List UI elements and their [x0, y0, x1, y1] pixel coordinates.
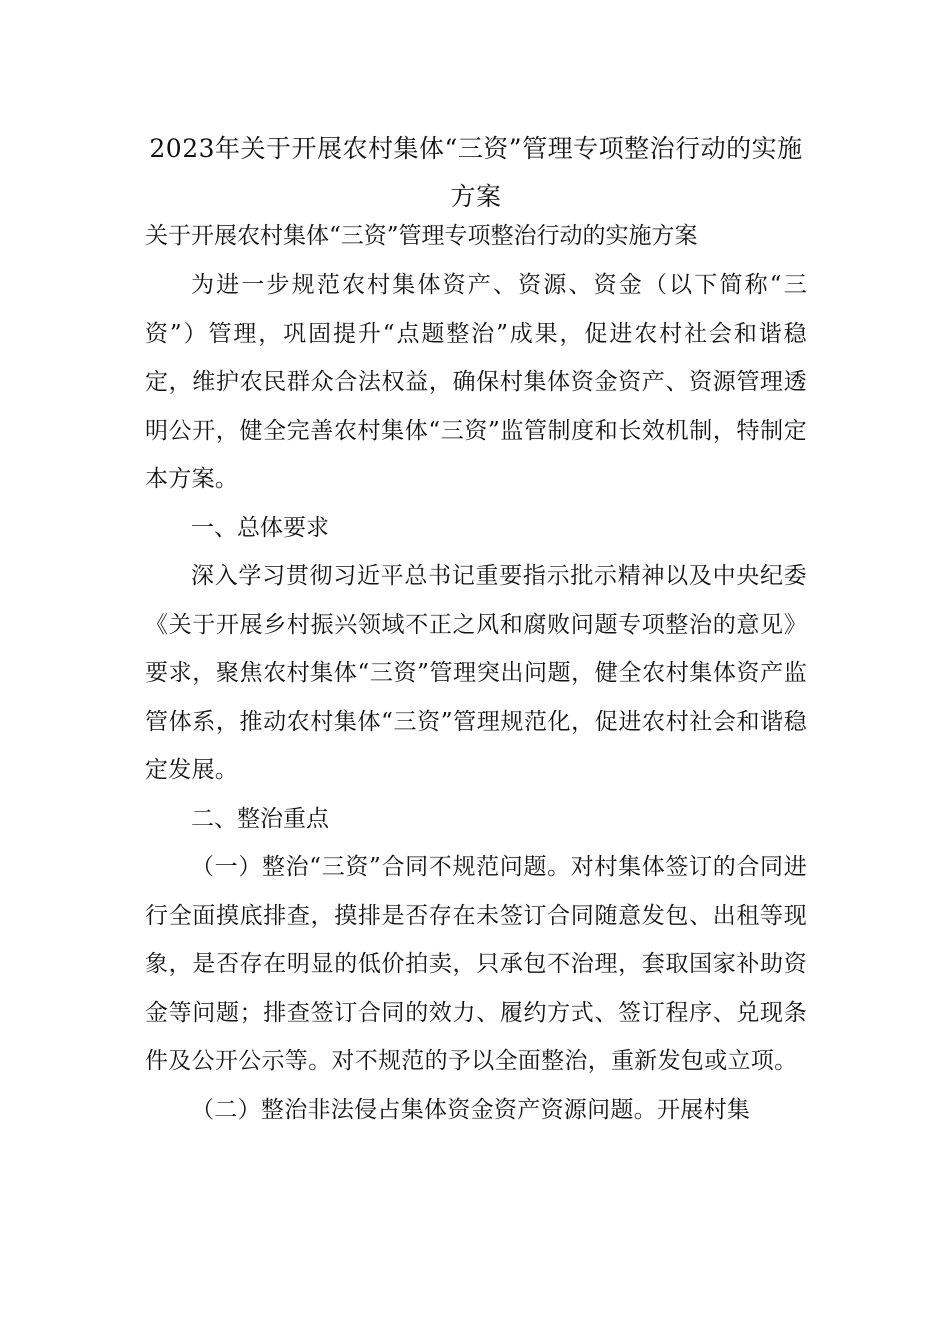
general-requirements-paragraph: 深入学习贯彻习近平总书记重要指示批示精神以及中央纪委《关于开展乡村振兴领域不正之风和腐败问题专项整治的意见》要求，聚焦农村集体“三资”管理突出问题，健全农村集体资产监管体系，推动农村集体“三资”管理规范化，促进农村社会和谐稳定发展。 [145, 563, 807, 783]
document-title: 2023年关于开展农村集体“三资”管理专项整治行动的实施方案 [149, 134, 803, 211]
section-heading-general-requirements: 一、总体要求 [191, 514, 329, 541]
rectification-item-contracts: （一）整治“三资”合同不规范问题。对村集体签订的合同进行全面摸底排查，摸排是否存在未签订合同随意发包、出租等现象，是否存在明显的低价拍卖，只承包不治理，套取国家补助资金等问题；排查签订合同的效力、履约方式、签订程序、兑现条件及公开公示等。对不规范的予以全面整治，重新发包或立项。 [145, 854, 807, 1074]
document-subtitle: 关于开展农村集体“三资”管理专项整治行动的实施方案 [145, 223, 698, 249]
section-heading-key-rectification: 二、整治重点 [191, 805, 329, 832]
intro-paragraph: 为进一步规范农村集体资产、资源、资金（以下简称“三资”）管理，巩固提升“点题整治”成果，促进农村社会和谐稳定，维护农民群众合法权益，确保村集体资金资产、资源管理透明公开，健全完善农村集体“三资”监管制度和长效机制，特制定本方案。 [145, 272, 807, 492]
document-page [145, 125, 807, 1134]
rectification-item-illegal-occupation: （二）整治非法侵占集体资金资产资源问题。开展村集 [191, 1096, 751, 1123]
